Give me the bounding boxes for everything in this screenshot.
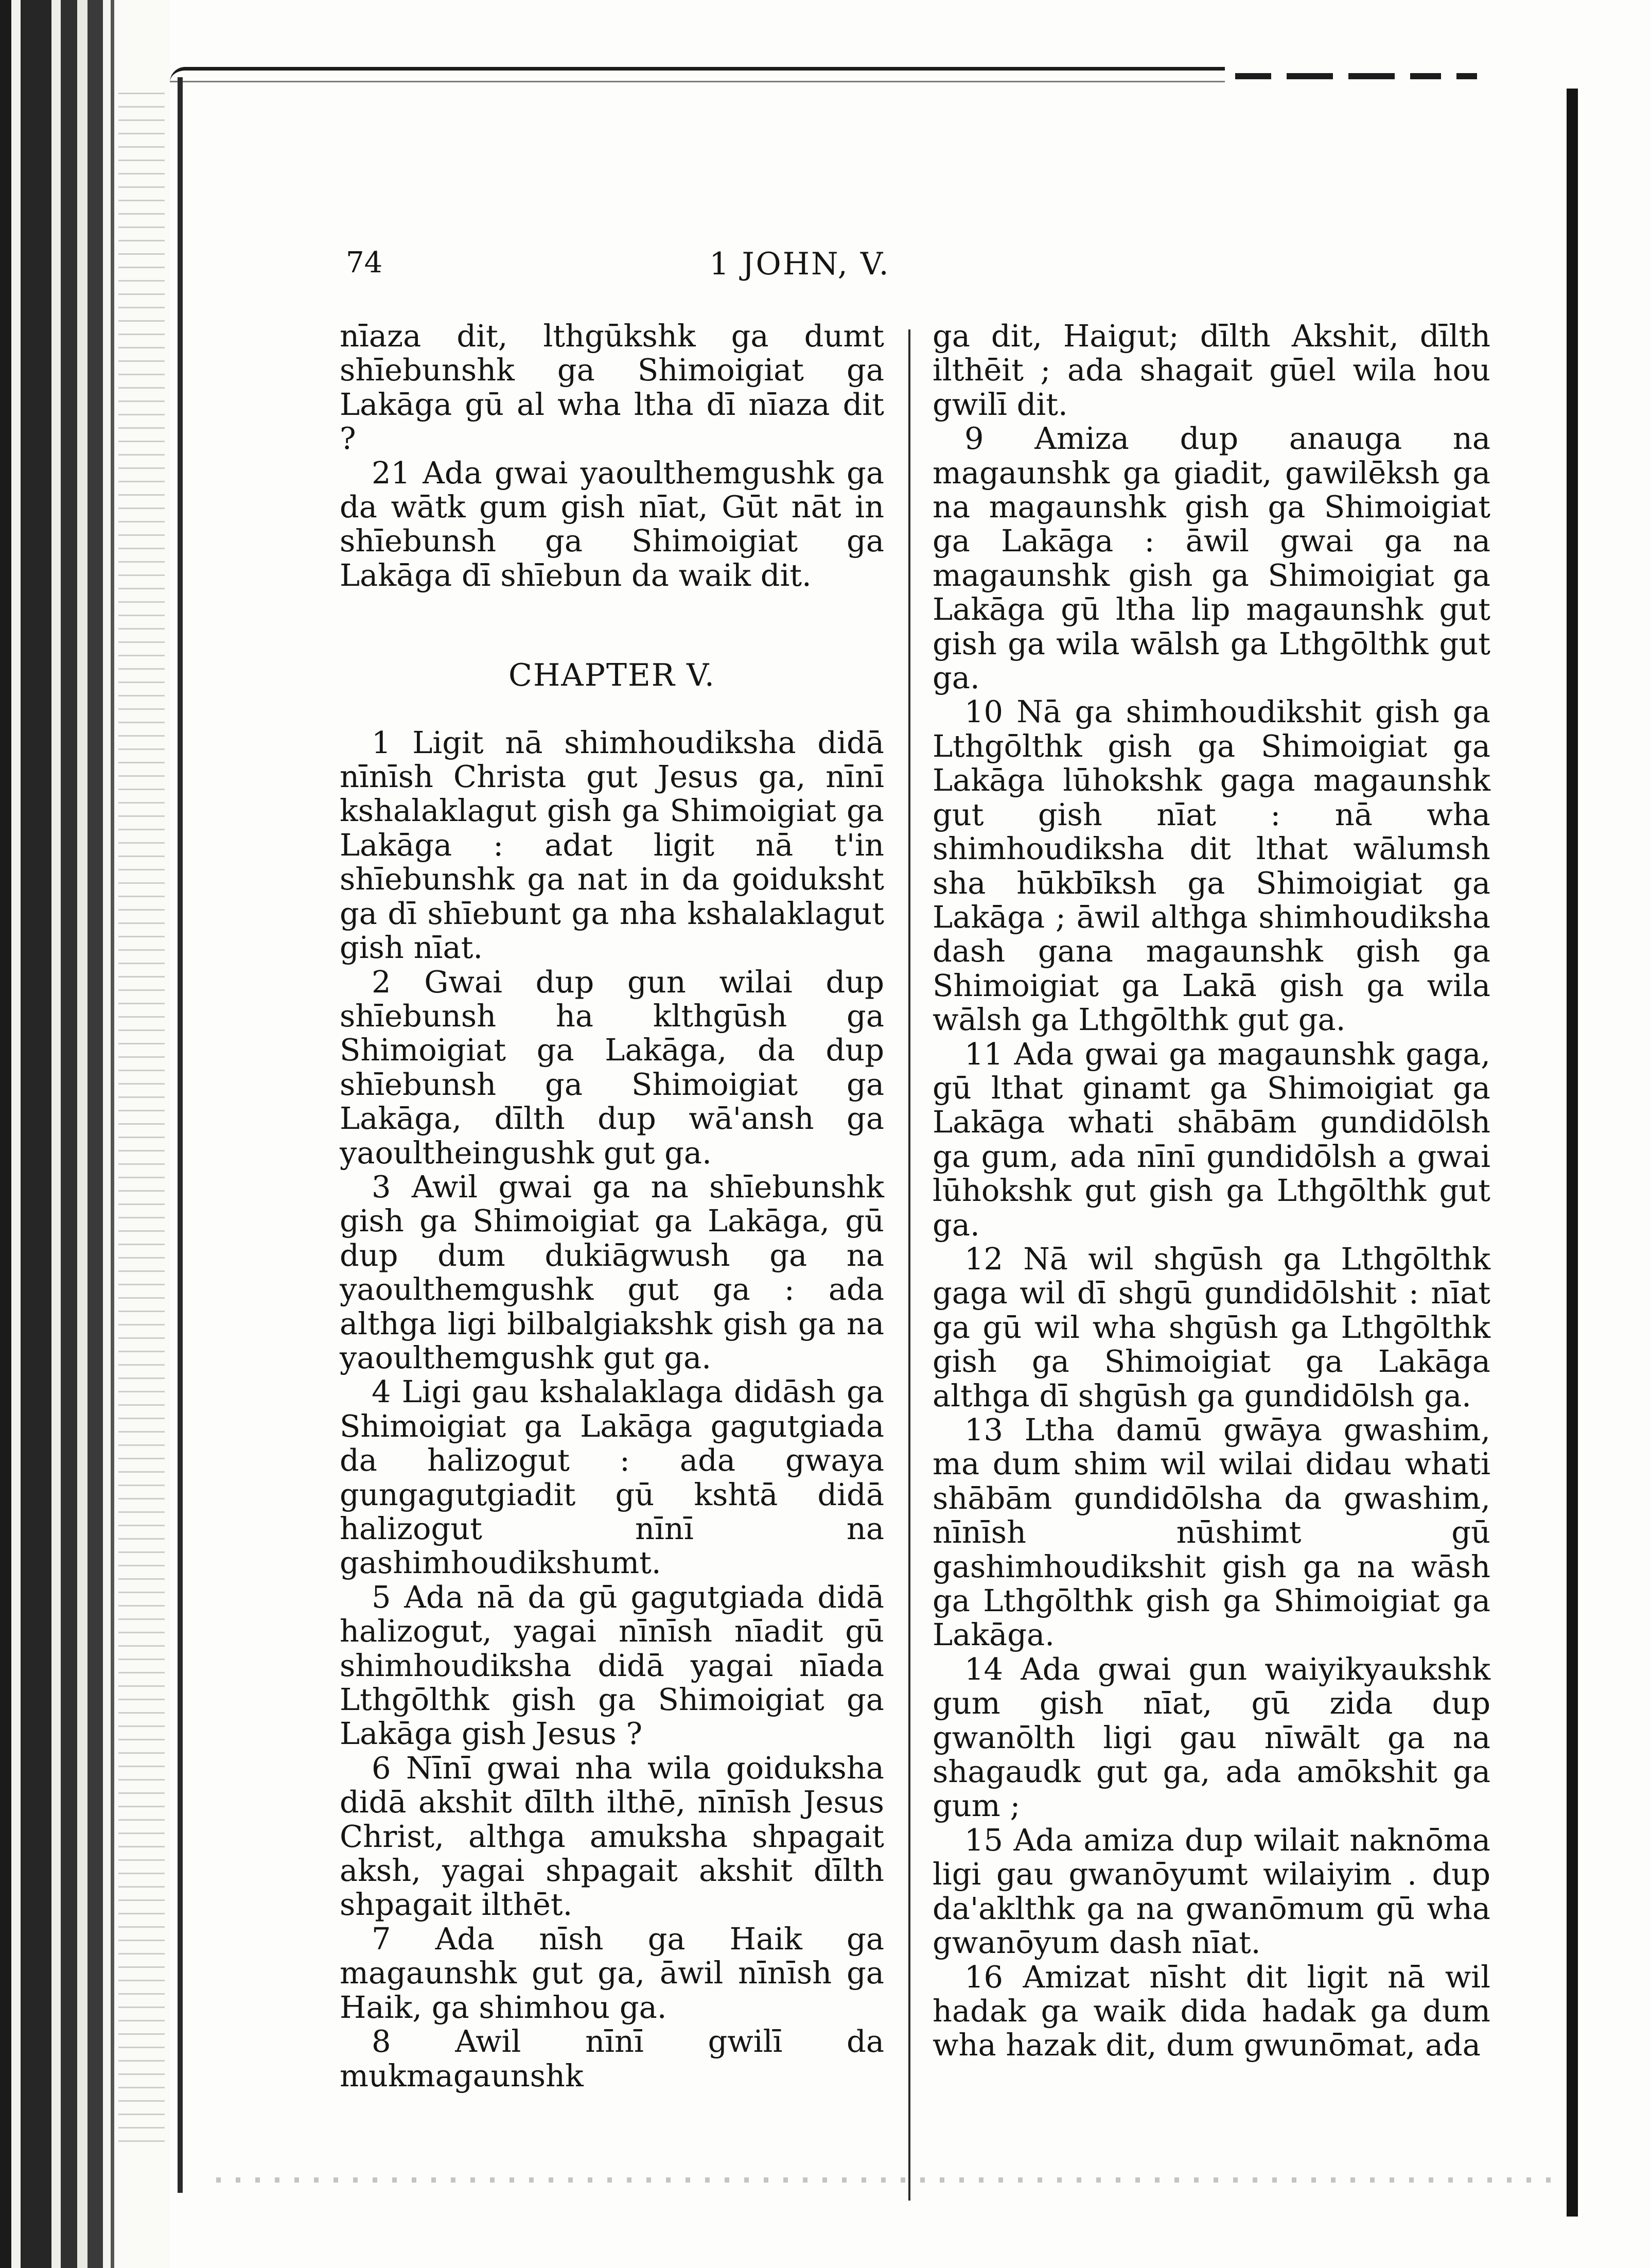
verse-continuation: nīaza dit, lthgūkshk ga dumt shīebunshk ga Shimoigiat ga Lakāga gū al wha ltha dī nīaza dit ? [340, 318, 884, 457]
chapter-heading: CHAPTER V. [508, 657, 715, 694]
verse-7: 7 Ada nīsh ga Haik ga magaunshk gut ga, āwil nīnīsh ga Haik, ga shimhou ga. [340, 1921, 884, 2025]
top-border-rule [170, 67, 1225, 82]
running-head-text: 1 JOHN, V. [709, 246, 890, 282]
verse-16: 16 Amizat nīsht dit ligit nā wil hadak ga waik dida hadak ga dum wha hazak dit, dum gwunōmat, ada [933, 1959, 1490, 2063]
binding-shadow [118, 93, 165, 2152]
column-divider [908, 329, 910, 2201]
top-border-dash [1348, 73, 1395, 79]
right-border-rule [1567, 89, 1578, 2217]
left-border-rule [178, 77, 183, 2193]
verse-2: 2 Gwai dup gun wilai dup shīebunsh ha klthgūsh ga Shimoigiat ga Lakāga, da dup shīebunsh ga Shimoigiat ga Lakāga, dīlth dup wā'ansh ga yaoultheingushk gut ga. [340, 964, 884, 1171]
verse-11: 11 Ada gwai ga magaunshk gaga, gū lthat ginamt ga Shimoigiat ga Lakāga whati shābām gundidōlsh ga gum, ada nīnī gundidōlsh a gwai lūhokshk gut gish ga Lthgōlthk gut ga. [933, 1036, 1490, 1243]
verse-6: 6 Nīnī gwai nha wila goiduksha didā akshit dīlth ilthē, nīnīsh Jesus Christ, althga amuksha shpagait aksh, yagai shpagait akshit dīlth shpagait ilthēt. [340, 1750, 884, 1923]
verse-8-continuation: ga dit, Haigut; dīlth Akshit, dīlth ilthēit ; ada shagait gūel wila hou gwilī dit. [933, 318, 1490, 422]
verse-3: 3 Awil gwai ga na shīebunshk gish ga Shimoigiat ga Lakāga, gū dup dum dukiāgwush ga na yaoulthemgushk gut ga : ada althga ligi bilbalgiakshk gish ga na yaoulthemgushk gut ga. [340, 1168, 884, 1375]
top-border-dash [1456, 73, 1477, 79]
verse-1: 1 Ligit nā shimhoudiksha didā nīnīsh Christa gut Jesus ga, nīnī kshalaklagut gish ga Shimoigiat ga Lakāga : adat ligit nā t'in shīebunshk ga nat in da goiduksht ga dī shīebunt ga nha kshalaklagut gish nīat. [340, 724, 884, 966]
verse-12: 12 Nā wil shgūsh ga Lthgōlthk gaga wil dī shgū gundidōlshit : nīat ga gū wil wha shgūsh ga Lthgōlthk gish ga Shimoigiat ga Lakāga althga dī shgūsh ga gundidōlsh ga. [933, 1241, 1490, 1414]
verse-5: 5 Ada nā da gū gagutgiada didā halizogut, yagai nīnīsh nīadit gū shimhoudiksha didā yagai nīada Lthgōlthk gish ga Shimoigiat ga Lakāga gish Jesus ? [340, 1579, 884, 1752]
verse-9: 9 Amiza dup anauga na magaunshk ga giadit, gawilēksh ga na magaunshk gish ga Shimoigiat ga Lakāga : āwil gwai ga na magaunshk gish ga Shimoigiat ga Lakāga gū ltha lip magaunshk gut gish ga wila wālsh ga Lthgōlthk gut ga. [933, 421, 1490, 696]
top-border-dash [1235, 73, 1271, 79]
verse-15: 15 Ada amiza dup wilait naknōma ligi gau gwanōyumt wilaiyim . dup da'aklthk ga na gwanōmum gū wha gwanōyum dash nīat. [933, 1822, 1490, 1961]
left-column [340, 319, 884, 2093]
bottom-scan-noise [216, 2177, 1554, 2183]
verse-4: 4 Ligi gau kshalaklaga didāsh ga Shimoigiat ga Lakāga gagutgiada da halizogut : ada gwaya gungagutgiadit gū kshtā didā halizogut nīnī na gashimhoudikshumt. [340, 1374, 884, 1581]
page-number: 74 [346, 246, 383, 280]
verse-21: 21 Ada gwai yaoulthemgushk ga da wātk gum gish nīat, Gūt nāt in shīebunsh ga Shimoigiat ga Lakāga dī shīebun da waik dit. [340, 455, 884, 593]
verse-14: 14 Ada gwai gun waiyikyaukshk gum gish nīat, gū zida dup gwanōlth ligi gau nīwālt ga na shagaudk gut ga, ada amōkshit ga gum ; [933, 1651, 1490, 1824]
top-border-dash [1410, 73, 1441, 79]
verse-8: 8 Awil nīnī gwilī da mukmagaunshk [340, 2023, 884, 2093]
verse-13: 13 Ltha damū gwāya gwashim, ma dum shim wil wilai didau whati shābām gundidōlsha da gwashim, nīnīsh nūshimt gū gashimhoudikshit gish ga na wāsh ga Lthgōlthk gish ga Shimoigiat ga Lakāga. [933, 1412, 1490, 1653]
top-border-dash [1287, 73, 1333, 79]
right-column [933, 319, 1490, 2063]
verse-10: 10 Nā ga shimhoudikshit gish ga Lthgōlthk gish ga Shimoigiat ga Lakāga lūhokshk gaga magaunshk gut gish nīat : nā wha shimhoudiksha dit lthat wālumsh sha hūkbīksh ga Shimoigiat ga Lakāga ; āwil althga shimhoudiksha dash gana magaunshk gish ga Shimoigiat ga Lakā gish ga wila wālsh ga Lthgōlthk gut ga. [933, 694, 1490, 1038]
running-head [0, 246, 1651, 282]
